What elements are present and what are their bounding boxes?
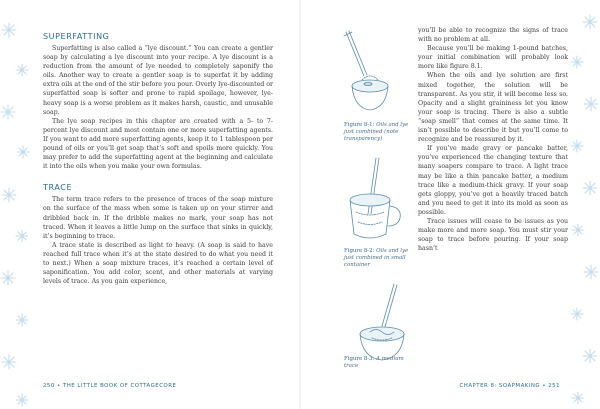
left-page-footer: 250 • THE LITTLE BOOK OF COTTAGECORE [43, 383, 177, 389]
figure-8-1-caption [344, 122, 416, 143]
right-page-footer: CHAPTER 8: SOAPMAKING • 251 [459, 383, 560, 389]
figure-8-3-caption [344, 356, 416, 370]
snowflake-border-right [566, 0, 600, 409]
cup-with-stirrer-illustration [338, 154, 410, 246]
paragraph: Superfatting is also called a “lye discount.” You can create a gentler soap by calculating a lye discount into your recipe. A lye discount is a reduction from the amount of lye needed to completely saponify the oils. Another way to create a gentler soap is to superfat it by adding extra oils at the end of the stir before you pour. Overly lye-discounted or superfatted soap is softer and prone to rapid spoilage, however, lye-heavy soap is a worse problem as it makes harsh, caustic, and unusable soap. [43, 45, 274, 116]
paragraph: Trace issues will cease to be issues as you make more and more soap. You must stir your soap to trace before pouring. If your soap hasn’t [418, 217, 568, 253]
figure-text: Oils and lye just combined (note transparency) [344, 122, 409, 142]
figure-text: A medium trace [344, 356, 404, 369]
spoon-in-bowl-illustration [340, 28, 400, 116]
paragraph: Because you’ll be making 1-pound batches, your initial combination will probably look more like figure 8.1. [418, 45, 568, 71]
figure-column [338, 26, 418, 376]
figure-text: Oils and lye just combined in small container [344, 248, 409, 268]
figure-label: Figure 8-3: [344, 356, 375, 362]
medium-trace-bowl-illustration [342, 282, 410, 364]
heading-trace: TRACE [43, 183, 73, 193]
paragraph: If you’ve made gravy or pancake batter, you’ve experienced the changing texture that many soapers compare to trace. A light trace may be like a thin pancake batter, a medium trace like a medium-thick gravy. If your soap gets gloppy, you’ve got a heavily traced batch and you need to get it into its mold as soon as possible. [418, 145, 568, 216]
book-gutter [299, 0, 301, 409]
heading-superfatting: SUPERFATTING [43, 32, 110, 41]
figure-label: Figure 8-1: [344, 122, 375, 128]
figure-8-2-caption [344, 248, 416, 269]
paragraph: The term trace refers to the presence of traces of the soap mixture on the surface of the mass when some is taken up on your stirrer and dribbled back in. If the dribble makes no mark, your soap has not traced. When it leaves a little lump on the surface that sinks in quickly, it’s beginning to trace. [43, 196, 273, 240]
snowflake-border-left [0, 0, 34, 409]
paragraph: A trace state is described as light to heavy. (A soap is said to have reached full trace when it’s at the state desired to do what you need it to next.) When a soap mixture traces, it’s reached a certain level of saponification. You add color, scent, and other materials at varying levels of trace. As you gain experience, [43, 241, 273, 286]
paragraph: When the oils and lye solution are first mixed together, the solution will be transparent. As you stir, it will become less so. Opacity and a slight graininess let you know your soap is tracing. There is also a subtle “soap smell” that comes at the same time. It isn’t possible to describe it but you’ll come to recognize and be reassured by it. [418, 72, 568, 144]
right-page [418, 26, 568, 253]
paragraph: you’ll be able to recognize the signs of trace with no problem at all. [418, 27, 568, 44]
left-page [43, 26, 273, 286]
figure-label: Figure 8-2: [344, 248, 375, 254]
paragraph: The lye soap recipes in this chapter are created with a 5- to 7-percent lye discount and most contain one or more superfatting agents. If you want to add more superfatting agents, keep it to 1 tablespoon per pound of oils or you’ll get soap that’s soft and spoils more quickly. You may prefer to add the superfatting agent at the beginning and calculate it into the oils when you make your own formulas. [43, 117, 273, 171]
